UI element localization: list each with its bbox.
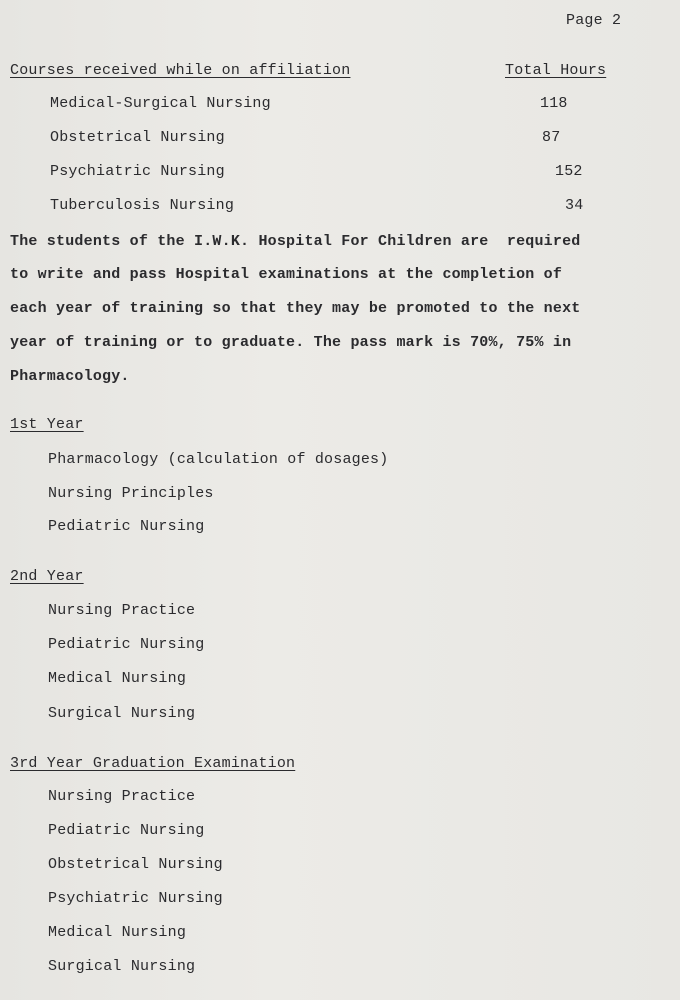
year2-item: Medical Nursing: [48, 670, 187, 687]
year2-heading: 2nd Year: [10, 568, 84, 585]
total-hours-heading: Total Hours: [505, 62, 607, 79]
year1-item: Nursing Principles: [48, 485, 214, 502]
year2-item: Pediatric Nursing: [48, 636, 205, 653]
year3-item: Nursing Practice: [48, 788, 196, 805]
year3-item: Surgical Nursing: [48, 958, 196, 975]
page-label: Page 2: [566, 12, 622, 29]
course-name: Psychiatric Nursing: [50, 163, 225, 180]
year3-heading: 3rd Year Graduation Examination: [10, 755, 296, 772]
year1-item: Pharmacology (calculation of dosages): [48, 451, 389, 468]
year1-item: Pediatric Nursing: [48, 518, 205, 535]
course-hours: 87: [542, 129, 561, 146]
year3-item: Obstetrical Nursing: [48, 856, 223, 873]
year3-item: Psychiatric Nursing: [48, 890, 223, 907]
course-name: Medical-Surgical Nursing: [50, 95, 271, 112]
year1-heading: 1st Year: [10, 416, 84, 433]
courses-heading: Courses received while on affiliation: [10, 62, 351, 79]
paragraph-line: to write and pass Hospital examinations at the completion of: [10, 266, 563, 283]
course-hours: 34: [565, 197, 584, 214]
paragraph-line: The students of the I.W.K. Hospital For Children are required: [10, 233, 581, 250]
course-hours: 118: [540, 95, 568, 112]
paragraph-line: each year of training so that they may be promoted to the next: [10, 300, 581, 317]
course-hours: 152: [555, 163, 583, 180]
course-name: Tuberculosis Nursing: [50, 197, 235, 214]
year2-item: Nursing Practice: [48, 602, 196, 619]
course-name: Obstetrical Nursing: [50, 129, 225, 146]
paragraph-line: year of training or to graduate. The pass mark is 70%, 75% in: [10, 334, 572, 351]
year3-item: Medical Nursing: [48, 924, 187, 941]
year2-item: Surgical Nursing: [48, 705, 196, 722]
paragraph-line: Pharmacology.: [10, 368, 130, 385]
year3-item: Pediatric Nursing: [48, 822, 205, 839]
